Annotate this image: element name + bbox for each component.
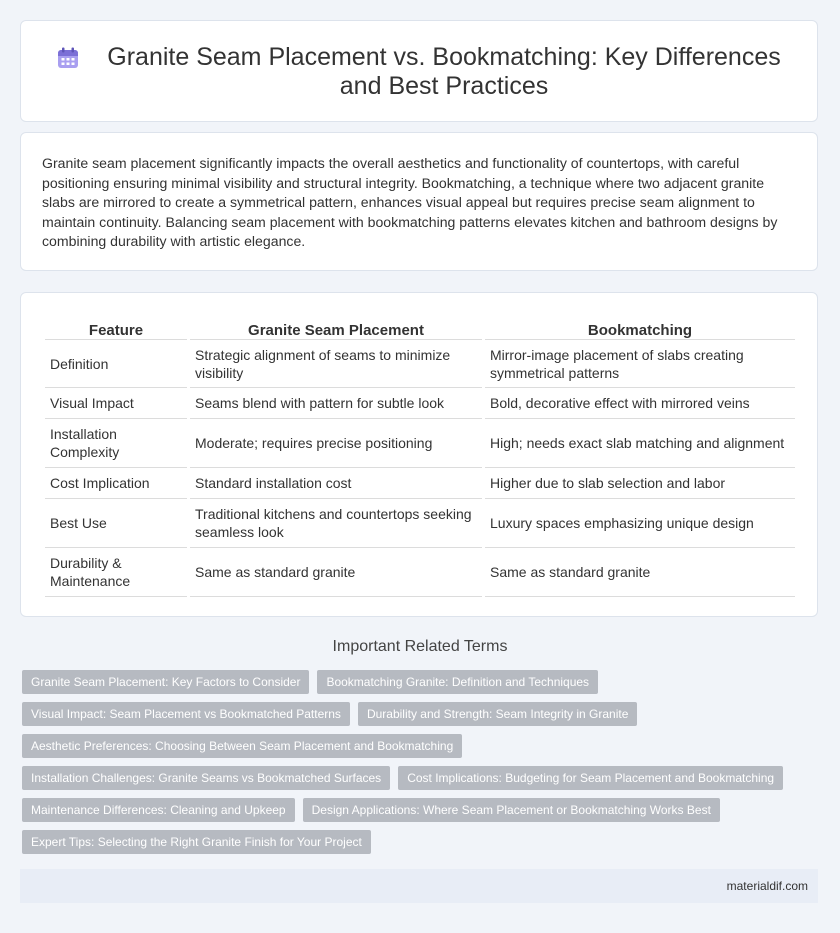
seam-cell: Moderate; requires precise positioning (190, 419, 482, 468)
table-row (45, 340, 795, 388)
related-term-chip[interactable]: Maintenance Differences: Cleaning and Upkeep (22, 798, 295, 822)
feature-cell: Best Use (45, 499, 187, 548)
bookmatch-cell: Bold, decorative effect with mirrored veins (485, 388, 795, 419)
header-card (20, 20, 818, 122)
table-header-row (45, 313, 795, 340)
seam-cell: Same as standard granite (190, 548, 482, 597)
related-term-chip[interactable]: Bookmatching Granite: Definition and Techniques (317, 670, 598, 694)
comparison-table (42, 313, 798, 597)
related-terms-list (22, 670, 812, 862)
header-seam-placement: Granite Seam Placement (190, 313, 482, 340)
related-term-chip[interactable]: Design Applications: Where Seam Placement or Bookmatching Works Best (303, 798, 720, 822)
page-title: Granite Seam Placement vs. Bookmatching: Key Differences and Best Practices (107, 43, 781, 100)
table-row (45, 499, 795, 548)
bookmatch-cell: Mirror-image placement of slabs creating symmetrical patterns (485, 340, 795, 388)
table-row (45, 388, 795, 419)
feature-cell: Definition (45, 340, 187, 388)
seam-cell: Standard installation cost (190, 468, 482, 499)
table-row (45, 419, 795, 468)
seam-cell: Strategic alignment of seams to minimize visibility (190, 340, 482, 388)
related-term-chip[interactable]: Aesthetic Preferences: Choosing Between Seam Placement and Bookmatching (22, 734, 462, 758)
calendar-icon (57, 47, 79, 69)
related-term-chip[interactable]: Cost Implications: Budgeting for Seam Placement and Bookmatching (398, 766, 783, 790)
table-row (45, 468, 795, 499)
header-feature: Feature (45, 313, 187, 340)
header-bookmatching: Bookmatching (485, 313, 795, 340)
bookmatch-cell: High; needs exact slab matching and alignment (485, 419, 795, 468)
related-term-chip[interactable]: Installation Challenges: Granite Seams vs Bookmatched Surfaces (22, 766, 390, 790)
related-term-chip[interactable]: Granite Seam Placement: Key Factors to Consider (22, 670, 309, 694)
site-name[interactable]: materialdif.com (726, 879, 808, 893)
bookmatch-cell: Luxury spaces emphasizing unique design (485, 499, 795, 548)
intro-card (20, 132, 818, 271)
footer (20, 869, 818, 903)
feature-cell: Durability & Maintenance (45, 548, 187, 597)
feature-cell: Installation Complexity (45, 419, 187, 468)
bookmatch-cell: Same as standard granite (485, 548, 795, 597)
feature-cell: Cost Implication (45, 468, 187, 499)
related-terms-title: Important Related Terms (332, 638, 508, 655)
table-row (45, 548, 795, 597)
related-term-chip[interactable]: Durability and Strength: Seam Integrity in Granite (358, 702, 637, 726)
seam-cell: Seams blend with pattern for subtle look (190, 388, 482, 419)
feature-cell: Visual Impact (45, 388, 187, 419)
related-term-chip[interactable]: Visual Impact: Seam Placement vs Bookmatched Patterns (22, 702, 350, 726)
seam-cell: Traditional kitchens and countertops seeking seamless look (190, 499, 482, 548)
comparison-table-card (20, 292, 818, 617)
intro-paragraph: Granite seam placement significantly impacts the overall aesthetics and functionality of countertops, with careful positioning ensuring minimal visibility and structural integrity. Bookmatching, a technique where two adjacent granite slabs are mirrored to create a symmetrical pattern, enhances visual appeal but requires precise seam alignment to maintain continuity. Balancing seam placement with bookmatching patterns elevates kitchen and bathroom designs by combining durability with artistic elegance. (42, 155, 778, 250)
related-term-chip[interactable]: Expert Tips: Selecting the Right Granite Finish for Your Project (22, 830, 371, 854)
bookmatch-cell: Higher due to slab selection and labor (485, 468, 795, 499)
